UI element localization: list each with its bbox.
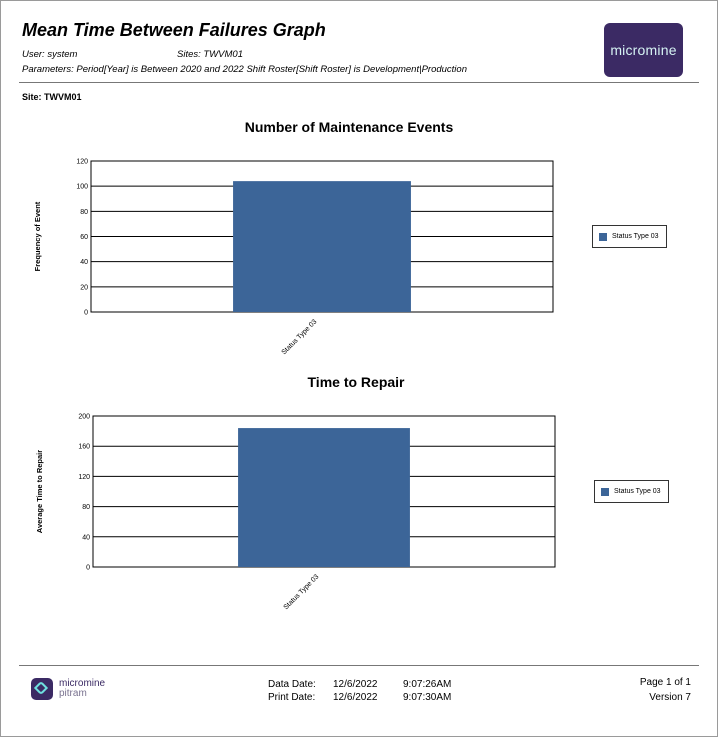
chart2-legend-swatch bbox=[601, 488, 609, 496]
data-date-label: Data Date: bbox=[268, 679, 316, 690]
pitram-mark-icon bbox=[31, 678, 53, 700]
chart2-y-tick-label: 120 bbox=[78, 473, 90, 481]
chart2-legend bbox=[594, 480, 669, 503]
chart1-y-tick-label: 60 bbox=[80, 234, 88, 241]
sites-label: Sites: TWVM01 bbox=[177, 49, 243, 60]
chart2-y-tick-label: 0 bbox=[86, 564, 90, 572]
chart1-y-tick-label: 100 bbox=[76, 183, 88, 191]
chart2-legend-label: Status Type 03 bbox=[614, 488, 661, 495]
page-number: Page 1 of 1 bbox=[639, 677, 691, 688]
chart2-y-axis-label: Average Time to Repair bbox=[35, 449, 44, 534]
chart1-x-tick-label: Status Type 03 bbox=[280, 318, 319, 357]
data-date-value: 12/6/2022 bbox=[333, 679, 378, 690]
logo-text: micromine bbox=[610, 42, 677, 58]
chart1-y-tick-label: 0 bbox=[84, 309, 88, 317]
chart2-y-tick-label: 40 bbox=[82, 534, 90, 542]
site-label: Site: TWVM01 bbox=[22, 92, 82, 102]
chart2-y-tick-label: 200 bbox=[78, 413, 90, 421]
footer-brand-sub: pitram bbox=[59, 688, 87, 699]
chart1-y-tick-label: 20 bbox=[80, 284, 88, 292]
chart2-y-tick-label: 160 bbox=[78, 443, 90, 451]
print-date-value: 12/6/2022 bbox=[333, 692, 378, 703]
chart1-y-axis-label: Frequency of Event bbox=[33, 201, 42, 272]
chart2-title: Time to Repair bbox=[307, 374, 405, 390]
footer-divider bbox=[19, 665, 699, 666]
time-to-repair-chart bbox=[1, 1, 717, 621]
chart2-y-tick-label: 80 bbox=[82, 504, 90, 512]
version-label: Version 7 bbox=[649, 692, 691, 703]
footer-brand-name: micromine bbox=[59, 678, 106, 689]
chart1-y-tick-label: 80 bbox=[80, 208, 88, 216]
print-date-label: Print Date: bbox=[268, 692, 316, 703]
report-title: Mean Time Between Failures Graph bbox=[22, 20, 326, 40]
user-label: User: system bbox=[22, 49, 78, 60]
print-time-value: 9:07:30AM bbox=[403, 692, 452, 703]
parameters-label: Parameters: Period[Year] is Between 2020 and 2022 Shift Roster[Shift Roster] is Development|Production bbox=[22, 64, 467, 75]
chart2-x-tick-label: Status Type 03 bbox=[282, 573, 321, 612]
chart1-legend-label: Status Type 03 bbox=[612, 233, 659, 240]
chart2-bar bbox=[238, 428, 410, 567]
micromine-pitram-logo bbox=[31, 678, 105, 700]
chart1-y-tick-label: 120 bbox=[76, 158, 88, 166]
chart1-y-tick-label: 40 bbox=[80, 259, 88, 267]
data-time-value: 9:07:26AM bbox=[403, 679, 452, 690]
chart1-title: Number of Maintenance Events bbox=[244, 119, 454, 135]
